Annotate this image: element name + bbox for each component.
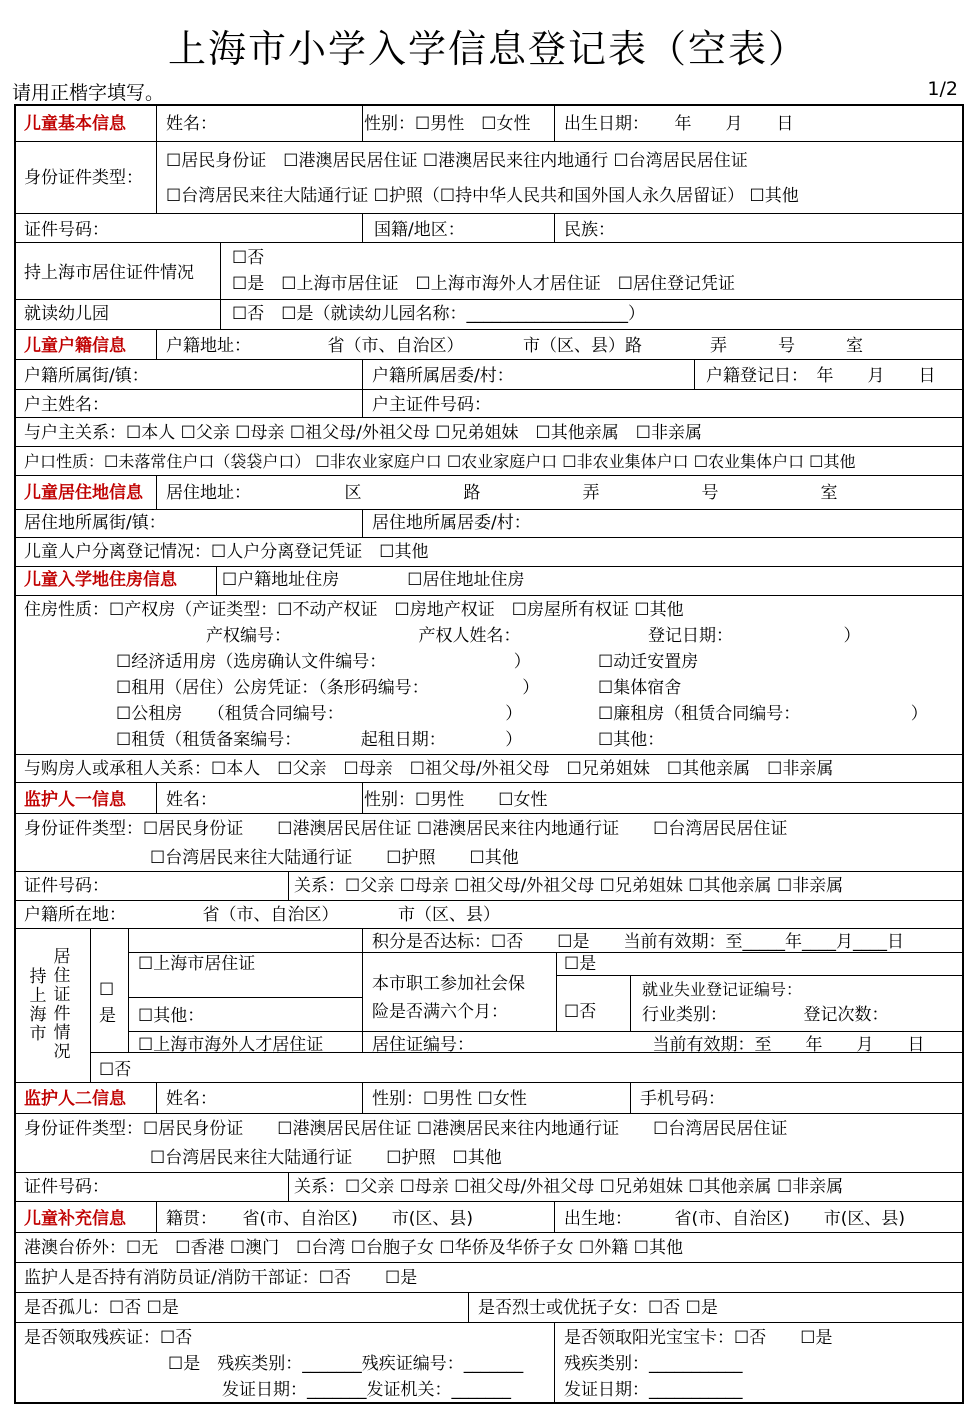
relation-to-buyer[interactable]: 与购房人或承租人关系：☐本人 ☐父亲 ☐母亲 ☐祖父母/外祖父母 ☐兄弟姐妹 ☐其他亲属 ☐非亲属 — [24, 759, 834, 779]
social-insurance-no[interactable]: ☐否 — [564, 1002, 597, 1022]
row-divider — [16, 566, 962, 567]
col-divider — [156, 329, 157, 359]
housing-address-options[interactable]: ☐户籍地址住房 ☐居住地址住房 — [222, 570, 525, 590]
overseas-talent-permit-option[interactable]: ☐上海市海外人才居住证 — [138, 1035, 324, 1055]
col-divider — [156, 141, 157, 213]
residence-address-field[interactable]: 居住地址： 区 路 弄 号 室 — [166, 483, 838, 503]
guardian2-id-number-field[interactable]: 证件号码： — [24, 1177, 109, 1197]
col-divider — [554, 1322, 555, 1404]
row-divider — [16, 813, 962, 814]
row-divider — [16, 1082, 962, 1083]
row-divider — [16, 1262, 962, 1263]
col-divider — [288, 871, 289, 900]
guardian1-gender-field[interactable]: 性别：☐男性 ☐女性 — [364, 790, 548, 810]
sunshine-card-options[interactable]: 是否领取阳光宝宝卡：☐否 ☐是 — [564, 1328, 833, 1348]
child-residence-permit-label: 持上海市居住证件情况 — [24, 263, 194, 283]
col-divider — [362, 213, 363, 242]
guardian1-id-type[interactable]: ☐台湾居民来往大陆通行证 ☐护照 ☐其他 — [150, 848, 519, 868]
row-divider — [16, 242, 962, 243]
public-rental-voucher-option[interactable]: ☐租用（居住）公房凭证：（条形码编号： ） — [116, 678, 540, 698]
affordable-housing-option[interactable]: ☐经济适用房（选房确认文件编号： ） — [116, 652, 531, 672]
col-divider — [694, 359, 695, 389]
col-divider — [556, 952, 557, 1031]
section-child-supplement: 儿童补充信息 — [24, 1209, 126, 1229]
residence-permit-vertical-label: 居住证件情况 — [53, 947, 71, 1062]
page-title: 上海市小学入学信息登记表（空表） — [167, 27, 808, 71]
col-divider — [362, 359, 363, 417]
permit-no-option[interactable]: ☐否 — [99, 1060, 132, 1080]
residence-street-field[interactable]: 居住地所属街/镇： — [24, 513, 166, 533]
child-id-type-options[interactable]: ☐居民身份证 ☐港澳居民居住证 ☐港澳居民来往内地通行 ☐台湾居民居住证 — [166, 151, 748, 171]
residence-committee-field[interactable]: 居住地所属居委/村： — [372, 513, 531, 533]
guardian1-relation[interactable]: 关系：☐父亲 ☐母亲 ☐祖父母/外祖父母 ☐兄弟姐妹 ☐其他亲属 ☐非亲属 — [294, 876, 844, 896]
lease-option[interactable]: ☐租赁（租赁备案编号： 起租日期： ） — [116, 730, 523, 750]
row-divider — [16, 782, 962, 783]
child-birth-field[interactable]: 出生日期： 年 月 日 — [564, 114, 794, 134]
disability-certificate-options[interactable]: 是否领取残疾证：☐否 — [24, 1328, 193, 1348]
col-divider — [468, 1292, 469, 1322]
public-rental-option[interactable]: ☐公租房 （租赁合同编号： ） — [116, 704, 523, 724]
page-number: 1/2 — [927, 78, 958, 100]
child-residence-permit-yes[interactable]: ☐是 ☐上海市居住证 ☐上海市海外人才居住证 ☐居住登记凭证 — [232, 274, 735, 294]
row-divider — [16, 299, 962, 300]
col-divider — [362, 1082, 363, 1113]
row-divider — [16, 595, 962, 596]
martyr-child-options[interactable]: 是否烈士或优抚子女：☐否 ☐是 — [478, 1298, 718, 1318]
col-divider — [630, 1082, 631, 1113]
col-divider — [362, 782, 363, 813]
row-divider — [16, 1232, 962, 1233]
col-divider — [362, 509, 363, 537]
social-insurance-yes[interactable]: ☐是 — [564, 954, 597, 974]
child-residence-permit-no[interactable]: ☐否 — [232, 248, 265, 268]
row-divider — [16, 1322, 962, 1323]
social-insurance-label: 本市职工参加社会保 — [372, 974, 525, 994]
col-divider — [156, 475, 157, 509]
guardian1-id-number-field[interactable]: 证件号码： — [24, 876, 109, 896]
firefighter-certificate-options[interactable]: 监护人是否持有消防员证/消防干部证：☐否 ☐是 — [24, 1268, 418, 1288]
household-address-field[interactable]: 户籍地址： 省（市、自治区） 市（区、县）路 弄 号 室 — [166, 336, 863, 356]
housing-other-option[interactable]: ☐其他： — [598, 730, 665, 750]
disability-issue-field[interactable]: 发证日期：_______发证机关：_______ — [222, 1380, 511, 1400]
guardian1-name-field[interactable]: 姓名： — [166, 790, 217, 810]
household-date-field[interactable]: 户籍登记日： 年 月 日 — [706, 366, 936, 386]
shanghai-residence-permit-option[interactable]: ☐上海市居住证 — [138, 954, 256, 974]
col-divider — [156, 106, 157, 141]
fill-instruction: 请用正楷字填写。 — [12, 82, 165, 104]
guardian2-gender-field[interactable]: 性别：☐男性 ☐女性 — [372, 1089, 527, 1109]
row-divider — [16, 509, 962, 510]
property-info-line[interactable]: 产权编号： 产权人姓名： 登记日期： ） — [206, 626, 861, 646]
guardian1-id-type[interactable]: 身份证件类型：☐居民身份证 ☐港澳居民居住证 ☐港澳居民来往内地通行证 ☐台湾居民居住证 — [24, 819, 788, 839]
household-street-field[interactable]: 户籍所属街/镇： — [24, 366, 149, 386]
row-divider — [16, 1292, 962, 1293]
col-divider — [220, 242, 221, 329]
col-divider — [156, 1201, 157, 1232]
permit-number-validity-field[interactable]: 居住证编号： 当前有效期：至 年 月 日 — [372, 1035, 925, 1055]
permit-yes-label: 是 — [99, 1006, 116, 1026]
col-divider — [288, 1172, 289, 1201]
row-divider — [16, 900, 962, 901]
col-divider — [90, 928, 91, 1082]
row-divider — [16, 329, 962, 330]
guardian2-phone-field[interactable]: 手机号码： — [640, 1089, 725, 1109]
dormitory-option[interactable]: ☐集体宿舍 — [598, 678, 682, 698]
guardian2-name-field[interactable]: 姓名： — [166, 1089, 217, 1109]
guardian2-relation[interactable]: 关系：☐父亲 ☐母亲 ☐祖父母/外祖父母 ☐兄弟姐妹 ☐其他亲属 ☐非亲属 — [294, 1177, 844, 1197]
child-id-type-options[interactable]: ☐台湾居民来往大陆通行证 ☐护照（☐持中华人民共和国外国人永久居留证） ☐其他 — [166, 186, 799, 206]
row-divider — [16, 537, 962, 538]
row-divider — [16, 754, 962, 755]
guardian2-id-type[interactable]: 身份证件类型：☐居民身份证 ☐港澳居民居住证 ☐港澳居民来往内地通行证 ☐台湾居民居住证 — [24, 1119, 788, 1139]
col-divider — [128, 928, 129, 1052]
row-divider — [16, 359, 962, 360]
householder-name-field[interactable]: 户主姓名： — [24, 395, 109, 415]
child-id-number-field[interactable]: 证件号码： — [24, 220, 109, 240]
permit-other-option[interactable]: ☐其他： — [138, 1006, 205, 1026]
row-divider — [16, 1113, 962, 1114]
overseas-status-options[interactable]: 港澳台侨外：☐无 ☐香港 ☐澳门 ☐台湾 ☐台胞子女 ☐华侨及华侨子女 ☐外籍 ☐其他 — [24, 1238, 683, 1258]
col-divider — [156, 782, 157, 813]
section-child-household: 儿童户籍信息 — [24, 336, 126, 356]
row-divider — [16, 141, 962, 142]
separation-registration[interactable]: 儿童人户分离登记情况：☐人户分离登记凭证 ☐其他 — [24, 542, 429, 562]
kindergarten-options[interactable]: ☐否 ☐是（就读幼儿园名称：___________________） — [232, 304, 645, 324]
householder-id-field[interactable]: 户主证件号码： — [372, 395, 491, 415]
child-gender-field[interactable]: 性别：☐男性 ☐女性 — [364, 114, 531, 134]
section-housing: 儿童入学地住房信息 — [24, 570, 177, 590]
section-child-residence: 儿童居住地信息 — [24, 483, 143, 503]
native-place-field[interactable]: 籍贯： 省(市、自治区) 市(区、县) — [166, 1209, 474, 1229]
col-divider — [156, 1082, 157, 1113]
row-divider — [16, 417, 962, 418]
section-child-basic: 儿童基本信息 — [24, 114, 126, 134]
permit-yes-checkbox[interactable]: ☐ — [99, 980, 115, 1000]
row-divider — [16, 213, 962, 214]
guardian2-id-type[interactable]: ☐台湾居民来往大陆通行证 ☐护照 ☐其他 — [150, 1148, 502, 1168]
col-divider — [362, 106, 363, 141]
relation-to-householder[interactable]: 与户主关系：☐本人 ☐父亲 ☐母亲 ☐祖父母/外祖父母 ☐兄弟姐妹 ☐其他亲属 ☐非亲属 — [24, 423, 703, 443]
sunshine-disability-type-field[interactable]: 残疾类别：___________ — [564, 1354, 743, 1374]
orphan-options[interactable]: 是否孤儿：☐否 ☐是 — [24, 1298, 179, 1318]
row-divider — [16, 871, 962, 872]
col-divider — [630, 975, 631, 1031]
child-nationality-field[interactable]: 国籍/地区： — [374, 220, 465, 240]
section-guardian-1: 监护人一信息 — [24, 790, 126, 810]
guardian1-household-field[interactable]: 户籍所在地： 省（市、自治区） 市（区、县） — [24, 905, 500, 925]
sunshine-issue-date-field[interactable]: 发证日期：___________ — [564, 1380, 743, 1400]
social-insurance-label: 险是否满六个月： — [372, 1002, 508, 1022]
low-rent-option[interactable]: ☐廉租房（租赁合同编号： ） — [598, 704, 928, 724]
residence-permit-vertical-label: 持上海市 — [29, 967, 47, 1044]
industry-registration-field[interactable]: 行业类别： 登记次数： — [642, 1005, 889, 1025]
birthplace-field[interactable]: 出生地： 省(市、自治区) 市(区、县) — [564, 1209, 906, 1229]
row-divider — [16, 928, 962, 929]
row-divider — [16, 446, 962, 447]
col-divider — [216, 566, 217, 595]
col-divider — [362, 928, 363, 1052]
kindergarten-label: 就读幼儿园 — [24, 304, 109, 324]
row-divider — [128, 952, 962, 953]
disability-type-number-field[interactable]: ☐是 残疾类别：_______残疾证编号：_______ — [168, 1354, 524, 1374]
child-ethnicity-field[interactable]: 民族： — [564, 220, 615, 240]
row-divider — [556, 975, 962, 976]
unemployment-number-field[interactable]: 就业失业登记证编号： — [642, 980, 803, 999]
registration-form — [14, 104, 964, 1404]
household-type-options[interactable]: 户口性质：☐未落常住户口（袋袋户口） ☐非农业家庭户口 ☐农业家庭户口 ☐非农业集体户口 ☐农业集体户口 ☐其他 — [24, 452, 856, 471]
household-committee-field[interactable]: 户籍所属居委/村： — [372, 366, 514, 386]
col-divider — [554, 106, 555, 141]
row-divider — [16, 475, 962, 476]
col-divider — [554, 213, 555, 242]
row-divider — [16, 389, 962, 390]
child-name-field[interactable]: 姓名： — [166, 114, 217, 134]
child-id-type-label: 身份证件类型： — [24, 168, 143, 188]
row-divider — [128, 997, 362, 998]
row-divider — [16, 1201, 962, 1202]
section-guardian-2: 监护人二信息 — [24, 1089, 126, 1109]
relocation-housing-option[interactable]: ☐动迁安置房 — [598, 652, 699, 672]
housing-type-line[interactable]: 住房性质：☐产权房（产证类型：☐不动产权证 ☐房地产权证 ☐房屋所有权证 ☐其他 — [24, 600, 684, 620]
row-divider — [16, 1172, 962, 1173]
points-qualified-field[interactable]: 积分是否达标：☐否 ☐是 当前有效期：至_____年____月____日 — [372, 932, 904, 952]
row-divider — [128, 1031, 962, 1032]
col-divider — [554, 1201, 555, 1232]
